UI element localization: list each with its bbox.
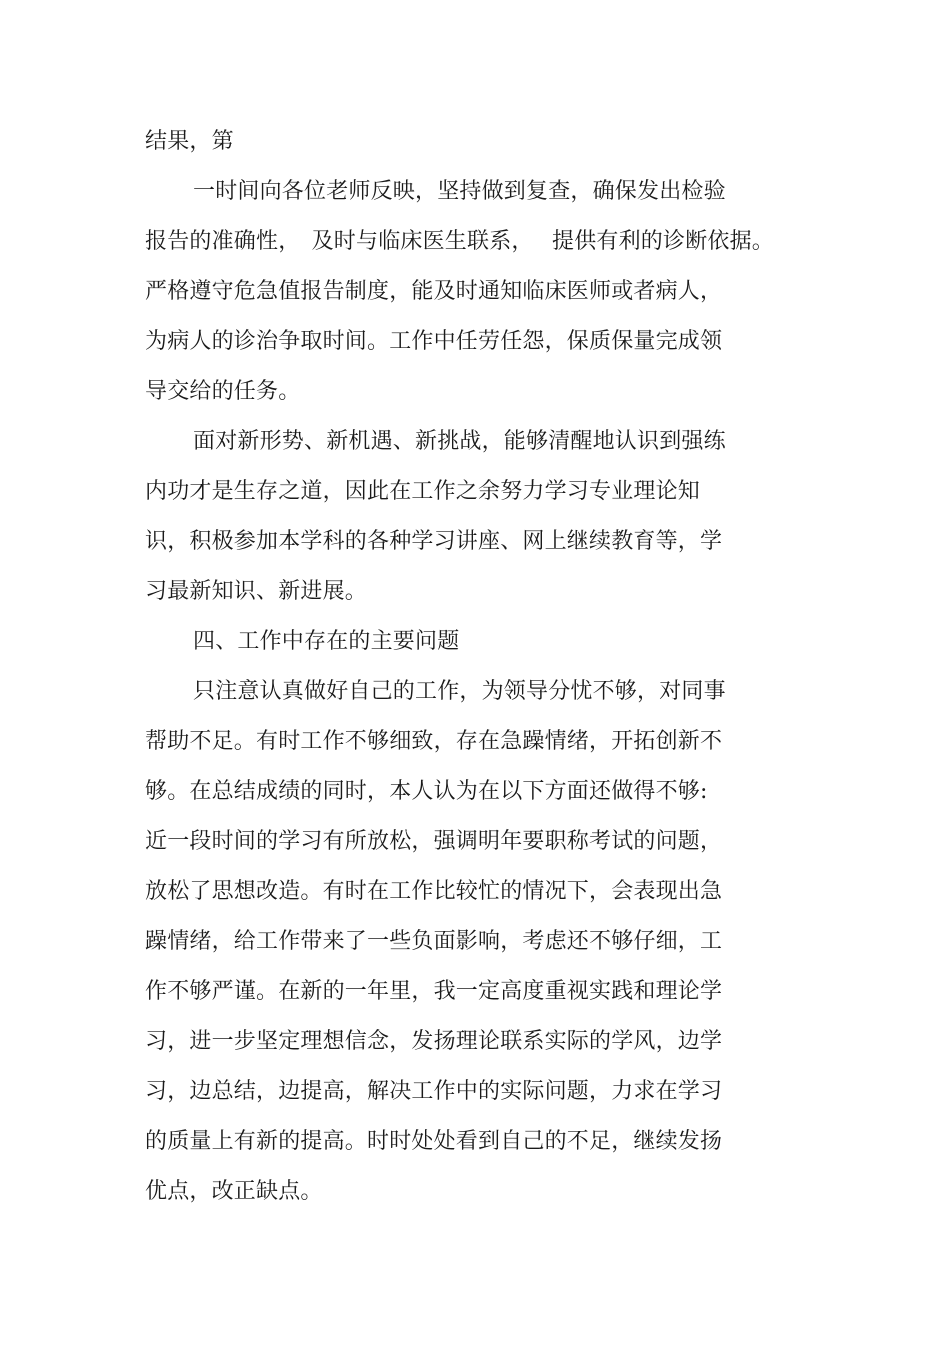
text-line-1: 结果，第: [145, 129, 234, 154]
text-line-3: 报告的准确性， 及时与临床医生联系， 提供有利的诊断依据。: [145, 229, 774, 254]
text-line-2: 一时间向各位老师反映，坚持做到复查，确保发出检验: [193, 179, 726, 204]
section-heading: 四、工作中存在的主要问题: [193, 629, 460, 654]
text-line-12: 只注意认真做好自己的工作，为领导分忧不够，对同事: [193, 679, 726, 704]
text-line-22: 优点，改正缺点。: [145, 1179, 323, 1204]
text-line-20: 习，边总结，边提高，解决工作中的实际问题，力求在学习: [145, 1079, 723, 1104]
text-line-17: 躁情绪，给工作带来了一些负面影响，考虑还不够仔细，工: [145, 929, 723, 954]
text-line-8: 内功才是生存之道，因此在工作之余努力学习专业理论知: [145, 479, 701, 504]
text-line-5: 为病人的诊治争取时间。工作中任劳任怨，保质保量完成领: [145, 329, 723, 354]
text-line-19: 习，进一步坚定理想信念，发扬理论联系实际的学风，边学: [145, 1029, 723, 1054]
text-line-9: 识，积极参加本学科的各种学习讲座、网上继续教育等，学: [145, 529, 723, 554]
text-line-10: 习最新知识、新进展。: [145, 579, 368, 604]
text-line-21: 的质量上有新的提高。时时处处看到自己的不足，继续发扬: [145, 1129, 723, 1154]
text-line-4: 严格遵守危急值报告制度，能及时通知临床医师或者病人，: [145, 279, 723, 304]
text-line-6: 导交给的任务。: [145, 379, 301, 404]
text-line-18: 作不够严谨。在新的一年里，我一定高度重视实践和理论学: [145, 979, 723, 1004]
text-line-16: 放松了思想改造。有时在工作比较忙的情况下，会表现出急: [145, 879, 723, 904]
text-line-7: 面对新形势、新机遇、新挑战，能够清醒地认识到强练: [193, 429, 726, 454]
text-line-13: 帮助不足。有时工作不够细致，存在急躁情绪，开拓创新不: [145, 729, 723, 754]
text-line-15: 近一段时间的学习有所放松，强调明年要职称考试的问题，: [145, 829, 723, 854]
text-line-14: 够。在总结成绩的同时，本人认为在以下方面还做得不够:: [145, 779, 708, 804]
